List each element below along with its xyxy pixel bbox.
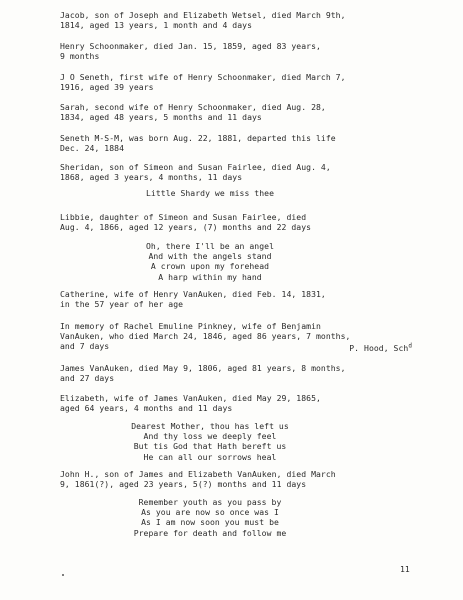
entry-line: in the 57 year of her age (60, 299, 184, 310)
entry-sarah-second-wife (60, 102, 420, 122)
entry-line: Libbie, daughter of Simeon and Susan Fairlee, died (60, 212, 307, 222)
entry-seneth-msm (60, 133, 420, 153)
epitaph-line: Little Shardy we miss thee (146, 188, 274, 198)
epitaph-line: He can all our sorrows heal (143, 451, 277, 462)
epitaph-line: A crown upon my forehead (150, 261, 270, 272)
entry-james-vanauken (60, 363, 420, 383)
entry-rachel-pinkney (60, 321, 420, 352)
entry-john-vanauken (60, 469, 420, 489)
entry-libbie-fairlee (60, 212, 420, 232)
entry-line: Jacob, son of Joseph and Elizabeth Wetsel, died March 9th, (60, 10, 346, 20)
entry-line (60, 341, 420, 354)
entry-line: 9, 1861(?), aged 23 years, 5(?) months and 11 days (60, 479, 307, 490)
signature-text: P. Hood, Sch (349, 343, 409, 354)
entry-line: Dec. 24, 1884 (60, 143, 124, 154)
entry-jacob-wetsel (60, 10, 420, 30)
entry-line: VanAuken, who died March 24, 1846, aged 86 years, 7 months, (60, 331, 351, 342)
entry-line: 1814, aged 13 years, 1 month and 4 days (60, 20, 252, 31)
entry-catherine-vanauken (60, 289, 420, 309)
epitaph-libbie (60, 241, 360, 282)
entry-seneth-first-wife (60, 72, 420, 92)
entry-line: Catherine, wife of Henry VanAuken, died Feb. 14, 1831, (60, 289, 326, 299)
entry-elizabeth-vanauken (60, 393, 420, 413)
epitaph-line: Prepare for death and follow me (133, 527, 287, 538)
school-signature (349, 343, 412, 353)
entry-sheridan-fairlee (60, 162, 420, 182)
entry-line: Sarah, second wife of Henry Schoonmaker, died Aug. 28, (60, 102, 326, 112)
entry-line: 9 months (60, 51, 100, 62)
entry-line: Henry Schoonmaker, died Jan. 15, 1859, aged 83 years, (60, 41, 321, 51)
entry-line: James VanAuken, died May 9, 1806, aged 81 years, 8 months, (60, 363, 346, 373)
entry-line: 1868, aged 3 years, 4 months, 11 days (60, 172, 243, 183)
entry-line: 1916, aged 39 years (60, 82, 154, 93)
entry-line: In memory of Rachel Emuline Pinkney, wife of Benjamin (60, 321, 321, 331)
epitaph-sheridan (60, 188, 360, 198)
entry-line: J O Seneth, first wife of Henry Schoonmaker, died March 7, (60, 72, 346, 82)
epitaph-line: As you are now so once was I (141, 507, 279, 518)
entry-henry-schoonmaker (60, 41, 420, 61)
page-number: 11 (400, 564, 410, 574)
entry-line: Aug. 4, 1866, aged 12 years, (7) months and 22 days (60, 222, 312, 233)
epitaph-line: Oh, there I'll be an angel (146, 241, 274, 251)
epitaph-line: But tis God that Hath bereft us (133, 441, 287, 452)
entry-line: and 27 days (60, 373, 115, 384)
entry-line: Seneth M-S-M, was born Aug. 22, 1881, departed this life (60, 133, 336, 143)
entry-line: Sheridan, son of Simeon and Susan Fairlee, died Aug. 4, (60, 162, 331, 172)
entry-line-text: and 7 days (60, 341, 110, 352)
epitaph-line: Remember youth as you pass by (138, 497, 282, 507)
epitaph-line: And thy loss we deeply feel (143, 431, 277, 442)
signature-superscript: d (408, 342, 412, 350)
epitaph-line: And with the angels stand (148, 251, 272, 262)
epitaph-line: As I am now soon you must be (141, 517, 279, 528)
scan-speck (62, 574, 64, 576)
epitaph-elizabeth (60, 421, 360, 462)
epitaph-line: Dearest Mother, thou has left us (131, 421, 289, 431)
entry-line: aged 64 years, 4 months and 11 days (60, 403, 233, 414)
entry-line: 1834, aged 48 years, 5 months and 11 days (60, 112, 262, 123)
epitaph-line: A harp within my hand (158, 271, 262, 282)
epitaph-john (60, 497, 360, 538)
entry-line: Elizabeth, wife of James VanAuken, died May 29, 1865, (60, 393, 321, 403)
entry-line: John H., son of James and Elizabeth VanAuken, died March (60, 469, 336, 479)
